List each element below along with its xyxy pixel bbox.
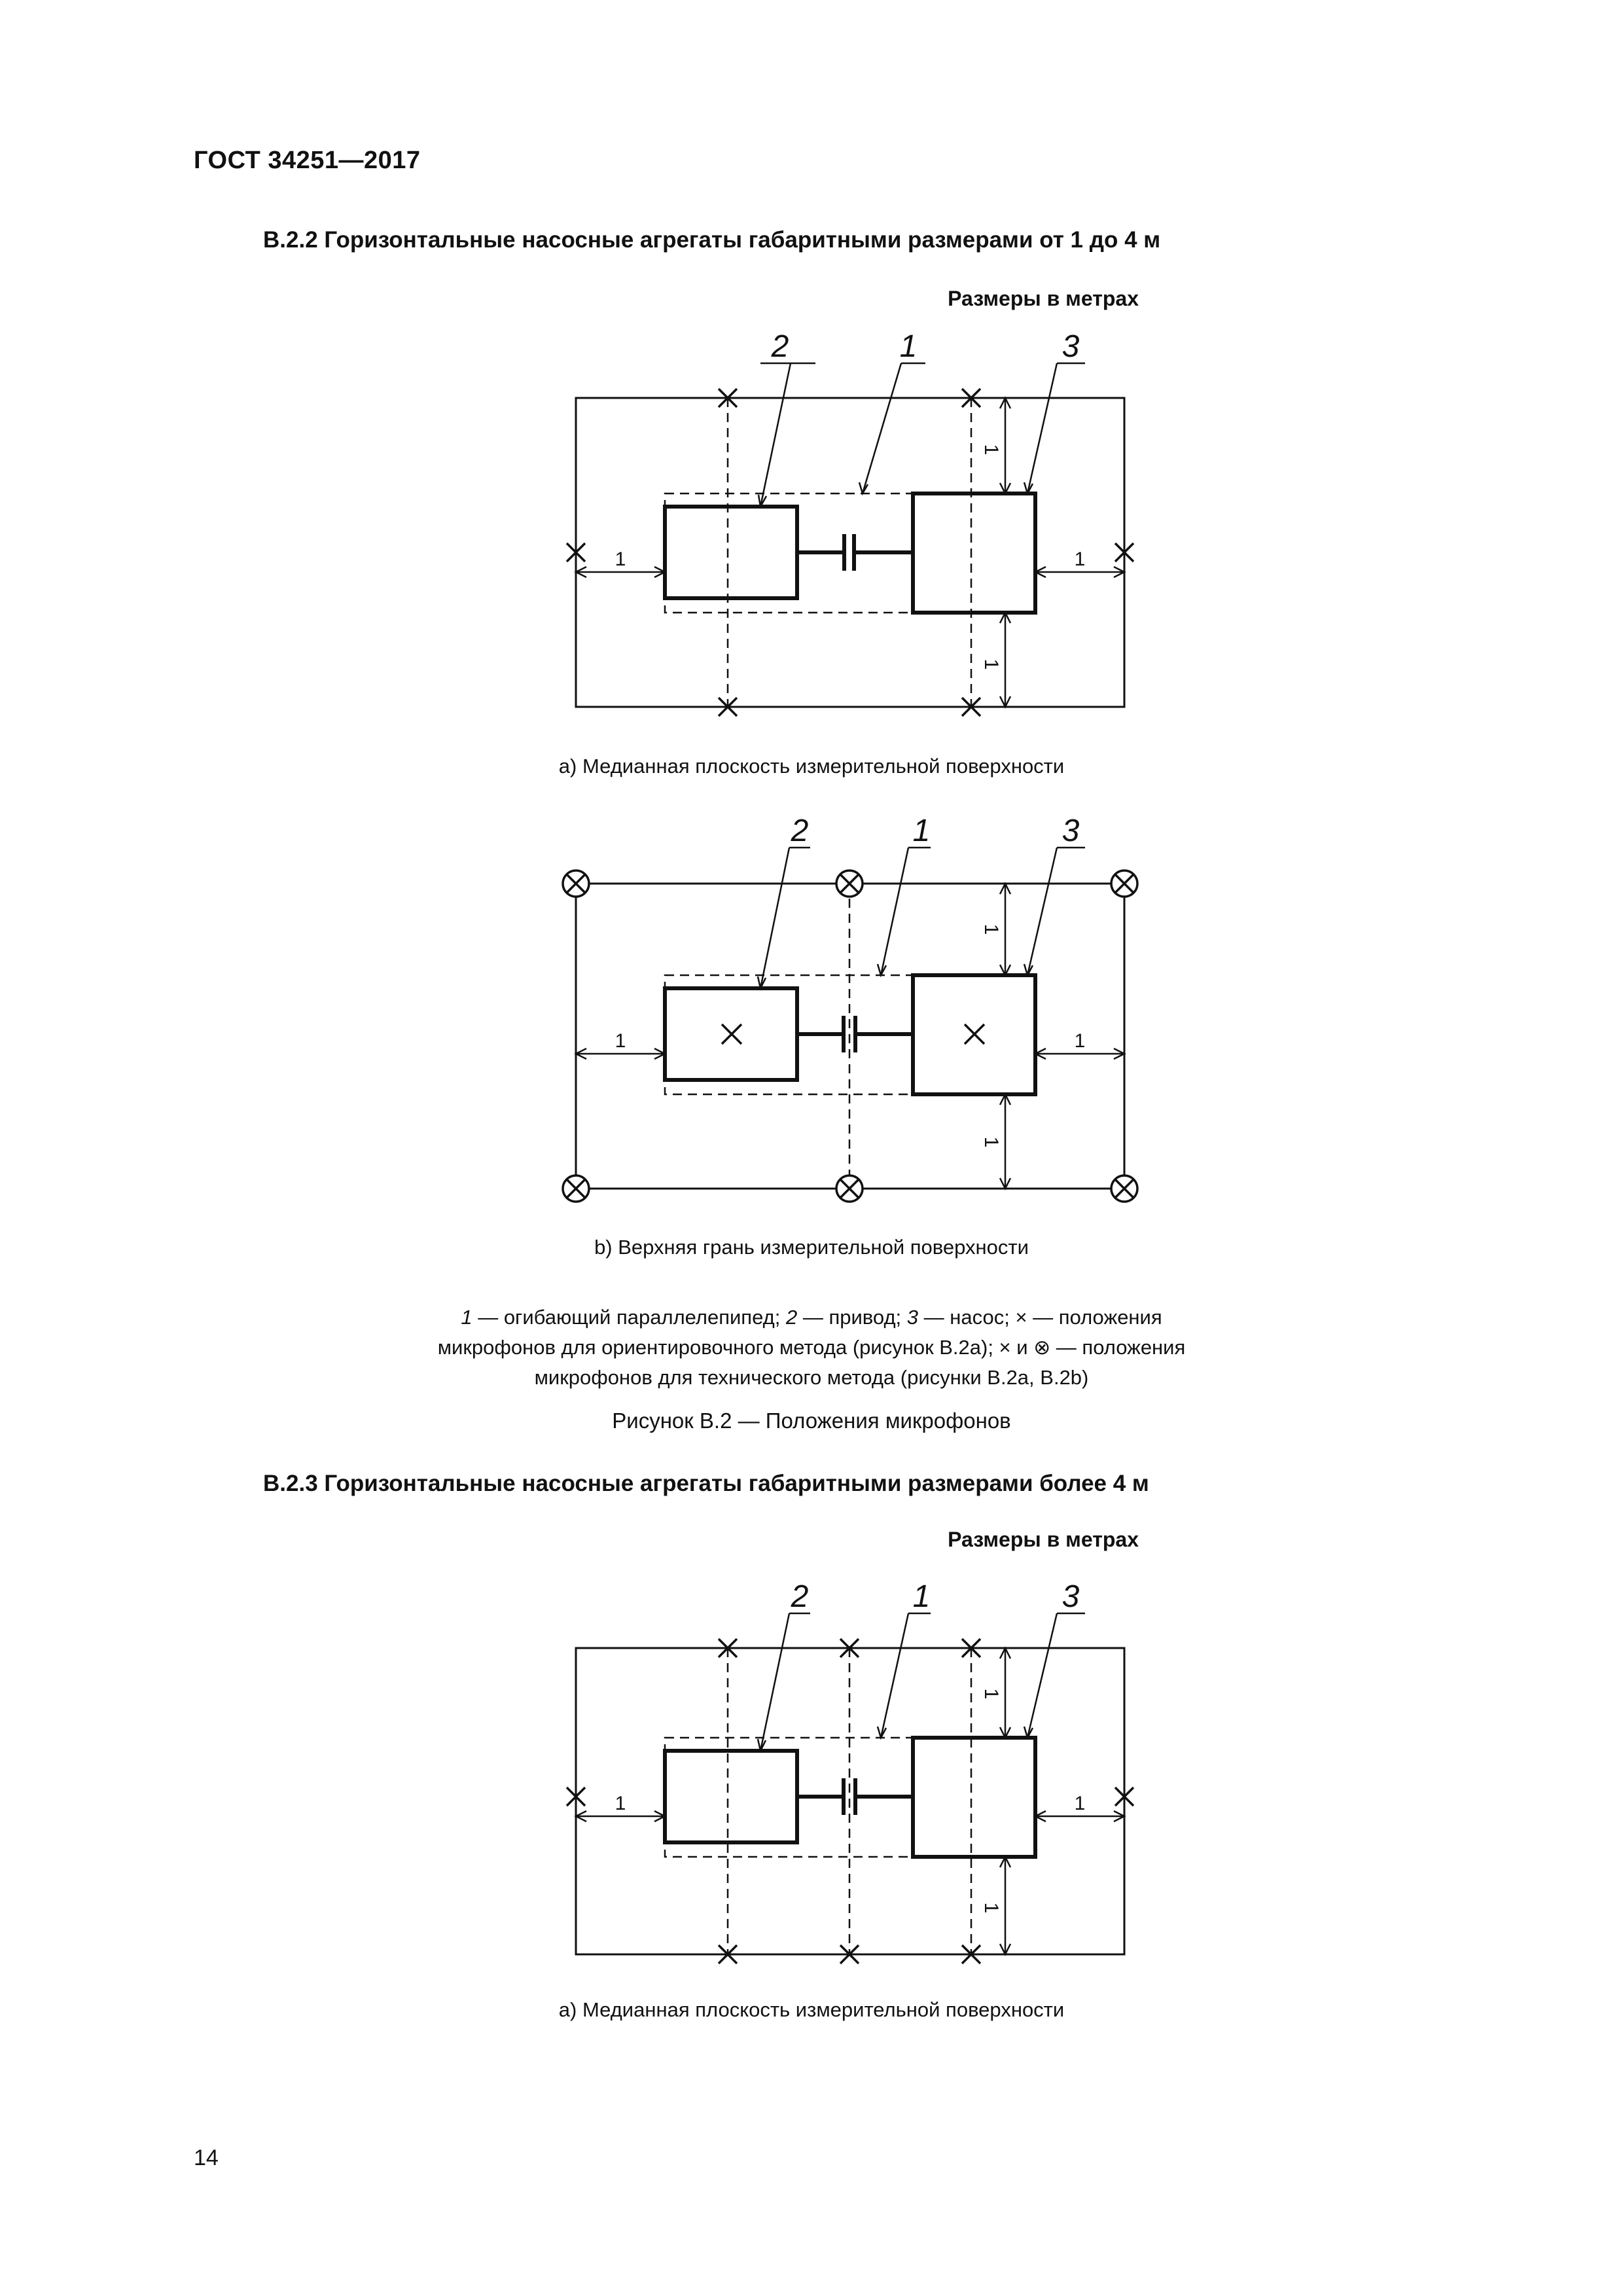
callout-3: 3 — [1061, 814, 1080, 848]
legend-key-3: 3 — [906, 1306, 919, 1329]
page-number: 14 — [194, 2145, 219, 2170]
drive-box — [665, 507, 797, 598]
dimension-label-left: 1 — [615, 1030, 626, 1052]
legend-key-2: 2 — [785, 1306, 798, 1329]
legend-key-1: 1 — [461, 1306, 473, 1329]
callout-leaders — [758, 363, 1085, 507]
section-heading-b22: В.2.2 Горизонтальные насосные агрегаты габаритными размерами от 1 до 4 м — [263, 227, 1161, 253]
legend-text-1: — огибающий параллелепипед; — [472, 1306, 786, 1329]
dimension-label-top: 1 — [980, 444, 1002, 456]
callout-leaders — [758, 848, 1085, 988]
dimension-label-right: 1 — [1074, 1030, 1086, 1052]
callout-1: 1 — [899, 329, 918, 364]
pump-box — [913, 493, 1035, 613]
legend-text-3: — насос; × — положения — [918, 1306, 1162, 1329]
reference-box-dashed — [665, 493, 1035, 613]
dimension-label-bottom: 1 — [980, 658, 1002, 670]
callout-3: 3 — [1061, 1579, 1080, 1614]
dimension-lines — [576, 398, 1124, 707]
dimension-label-right: 1 — [1074, 548, 1086, 570]
callout-1: 1 — [912, 1579, 931, 1614]
drive-box — [665, 1751, 797, 1842]
callout-3: 3 — [1061, 329, 1080, 364]
dimension-label-left: 1 — [615, 1793, 626, 1814]
figure-a-caption: а) Медианная плоскость измерительной поверхности — [558, 755, 1065, 778]
figure-b-caption: b) Верхняя грань измерительной поверхности — [594, 1236, 1029, 1259]
standard-code: ГОСТ 34251—2017 — [194, 147, 421, 174]
dimension-label-top: 1 — [980, 1688, 1002, 1700]
units-note-b22: Размеры в метрах — [948, 287, 1139, 310]
figure-b3a-diagram — [0, 1571, 1623, 1977]
pump-box — [913, 1738, 1035, 1857]
legend-text-2: — привод; — [797, 1306, 907, 1329]
callout-2: 2 — [771, 329, 789, 364]
callout-2: 2 — [791, 1579, 809, 1614]
coupling-symbol — [797, 1016, 913, 1052]
measurement-surface-outline — [576, 398, 1124, 707]
dimension-label-top: 1 — [980, 924, 1002, 935]
callout-2: 2 — [791, 814, 809, 848]
figure-legend — [0, 1302, 1623, 1393]
callout-1: 1 — [912, 814, 931, 848]
callout-leaders — [758, 1613, 1085, 1751]
legend-line-3: микрофонов для технического метода (рисунки В.2а, В.2b) — [534, 1366, 1089, 1389]
figure-title: Рисунок В.2 — Положения микрофонов — [612, 1408, 1011, 1433]
figure-b23-caption: а) Медианная плоскость измерительной поверхности — [558, 1998, 1065, 2021]
figure-b2b-diagram — [0, 812, 1623, 1217]
microphone-cross-marks — [567, 389, 1133, 716]
dimension-label-left: 1 — [615, 548, 626, 570]
legend-line-2: микрофонов для ориентировочного метода (рисунок В.2а); × и ⊗ — положения — [437, 1336, 1186, 1359]
units-note-b23: Размеры в метрах — [948, 1528, 1139, 1551]
coupling-symbol — [797, 534, 913, 571]
legend-line-1 — [0, 1302, 1623, 1333]
coupling-symbol — [797, 1778, 913, 1815]
microphone-cross-marks — [722, 1024, 984, 1044]
dimension-label-right: 1 — [1074, 1793, 1086, 1814]
section-heading-b23: В.2.3 Горизонтальные насосные агрегаты габаритными размерами более 4 м — [263, 1471, 1149, 1496]
dimension-label-bottom: 1 — [980, 1902, 1002, 1914]
dimension-label-bottom: 1 — [980, 1136, 1002, 1148]
figure-b2a-diagram — [0, 327, 1623, 733]
